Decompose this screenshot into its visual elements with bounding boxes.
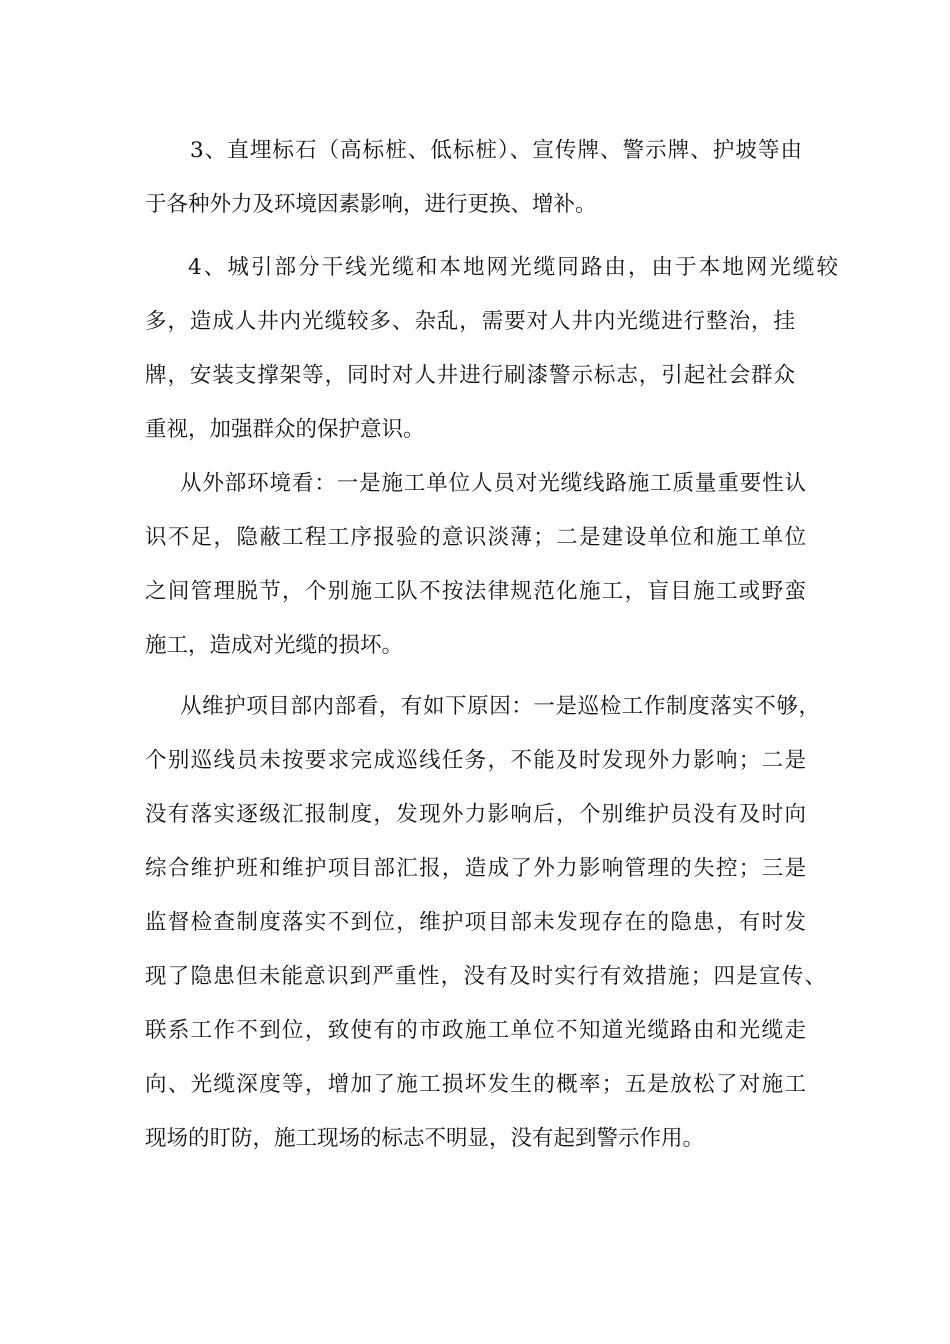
paragraph-line: 施工，造成对光缆的损坏。 [145,633,404,658]
paragraph-line: 监督检查制度落实不到位，维护项目部未发现存在的隐患，有时发 [145,910,806,935]
paragraph-line: 向、光缆深度等，增加了施工损坏发生的概率；五是放松了对施工 [145,1072,806,1097]
paragraph-line: 联系工作不到位，致使有的市政施工单位不知道光缆路由和光缆走 [145,1018,806,1043]
paragraph-line: 于各种外力及环境因素影响，进行更换、增补。 [145,192,597,217]
paragraph-line: 个别巡线员未按要求完成巡线任务，不能及时发现外力影响；二是 [145,748,806,773]
paragraph-line: 从外部环境看：一是施工单位人员对光缆线路施工质量重要性认 [180,471,806,496]
paragraph-line: 重视，加强群众的保护意识。 [145,417,425,442]
paragraph-line: 多，造成人井内光缆较多、杂乱，需要对人井内光缆进行整治，挂 [145,309,795,334]
paragraph-line: 牌，安装支撑架等，同时对人井进行刷漆警示标志，引起社会群众 [145,363,795,388]
paragraph-line: 现了隐患但未能意识到严重性，没有及时实行有效措施；四是宣传、 [145,964,826,989]
paragraph-line: 现场的盯防，施工现场的标志不明显，没有起到警示作用。 [145,1126,705,1151]
paragraph-line: 从维护项目部内部看，有如下原因：一是巡检工作制度落实不够， [180,694,820,719]
paragraph-line: 3、直埋标石（高标桩、低标桩）、宣传牌、警示牌、护坡等由 [190,138,802,163]
paragraph-line: 识不足，隐蔽工程工序报验的意识淡薄；二是建设单位和施工单位 [145,525,806,550]
paragraph-line: 综合维护班和维护项目部汇报，造成了外力影响管理的失控；三是 [145,856,806,881]
paragraph-line: 4、城引部分干线光缆和本地网光缆同路由，由于本地网光缆较 [188,255,838,280]
paragraph-line: 之间管理脱节，个别施工队不按法律规范化施工，盲目施工或野蛮 [145,579,806,604]
paragraph-line: 没有落实逐级汇报制度，发现外力影响后，个别维护员没有及时向 [145,802,806,827]
